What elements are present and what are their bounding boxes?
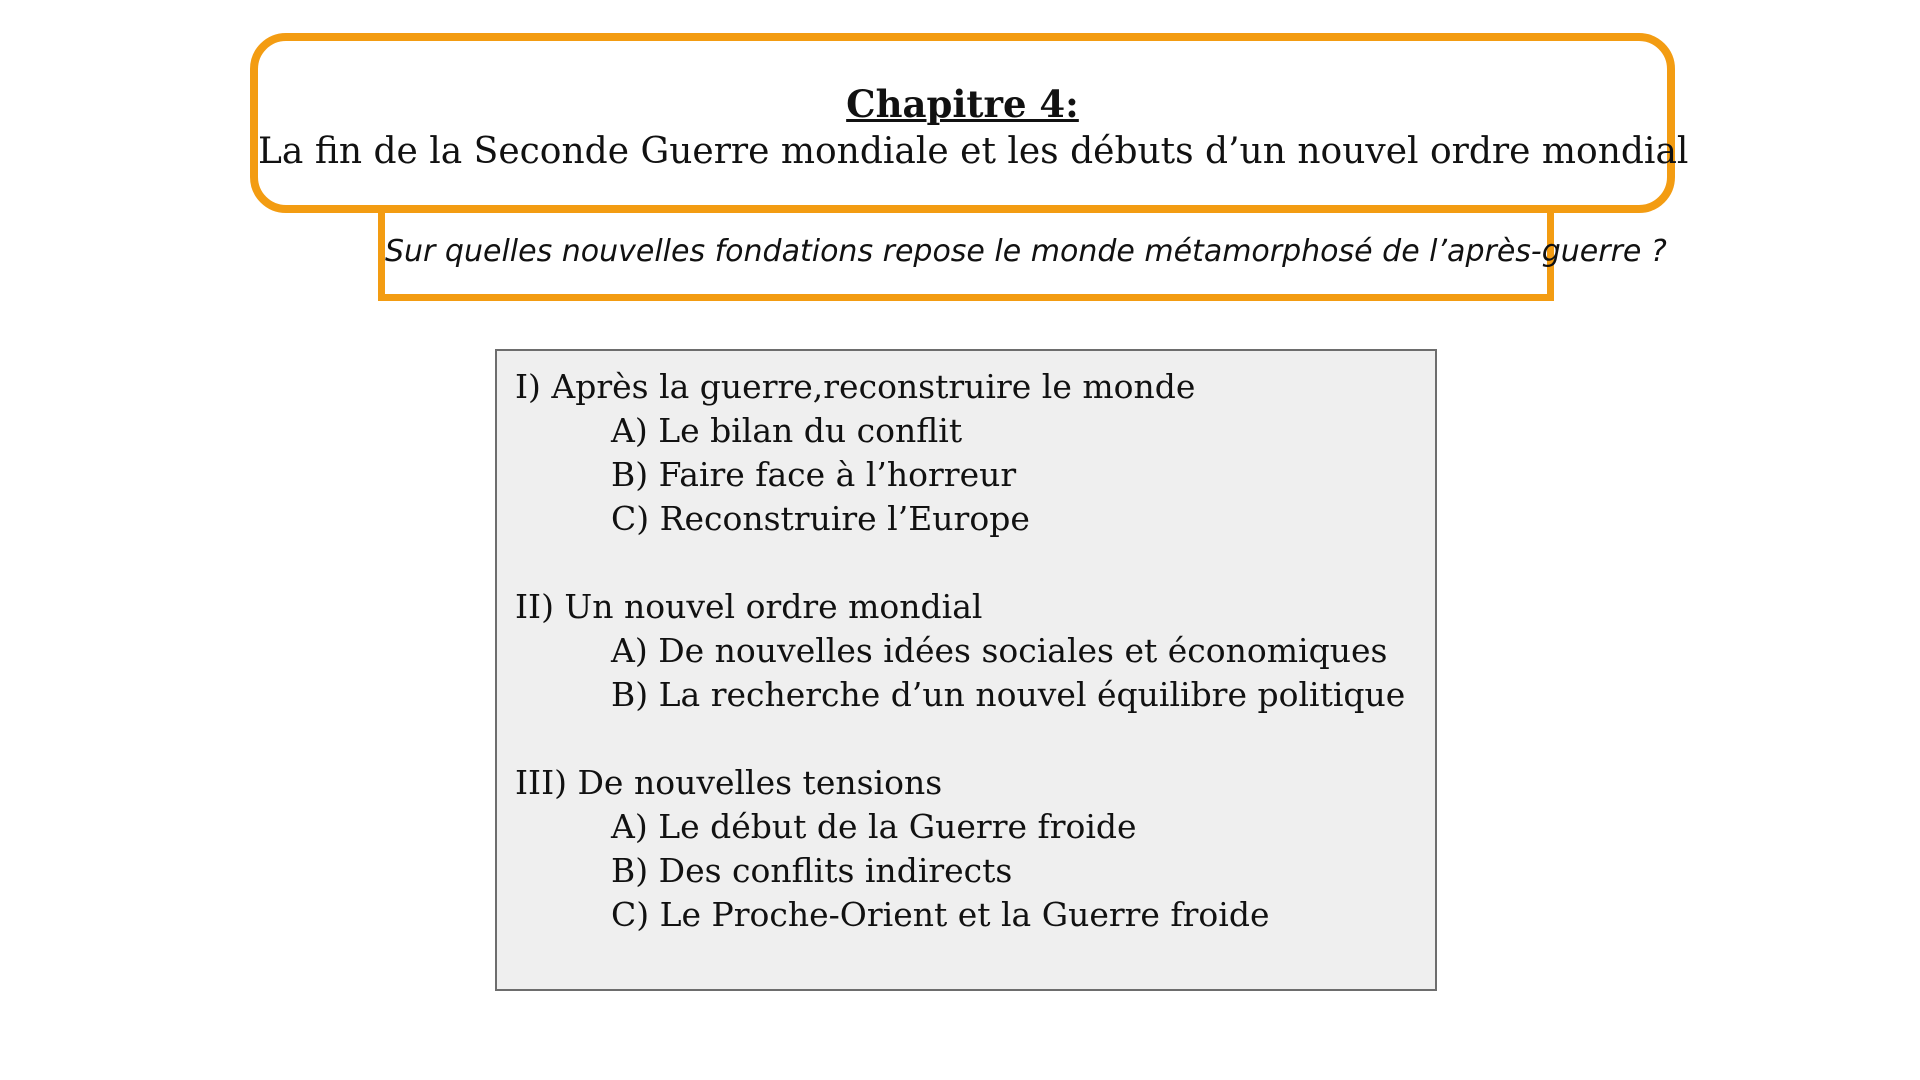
section-title: II) Un nouvel ordre mondial (515, 587, 983, 626)
chapter-title: La fin de la Seconde Guerre mondiale et les débuts d’un nouvel ordre mondial (258, 131, 1689, 172)
sub-item: A) Le bilan du conflit (611, 411, 963, 450)
sub-item: A) Le début de la Guerre froide (611, 807, 1137, 846)
plan-section-3 (515, 761, 1435, 937)
sub-item: C) Le Proche-Orient et la Guerre froide (611, 895, 1270, 934)
sub-item: B) Des conflits indirects (611, 851, 1013, 890)
sub-item: A) De nouvelles idées sociales et économiques (611, 631, 1388, 670)
section-title: III) De nouvelles tensions (515, 763, 943, 802)
sub-item: B) Faire face à l’horreur (611, 455, 1017, 494)
plan-section-2 (515, 585, 1435, 717)
plan-section-1 (515, 365, 1435, 541)
sub-item: B) La recherche d’un nouvel équilibre politique (611, 675, 1406, 714)
problem-question: Sur quelles nouvelles fondations repose le monde métamorphosé de l’après-guerre ? (385, 234, 1667, 269)
chapter-title-box (250, 33, 1689, 213)
section-title: I) Après la guerre,reconstruire le monde (515, 367, 1196, 406)
problem-question-box (378, 210, 1667, 301)
chapter-plan (495, 349, 1437, 991)
sub-item: C) Reconstruire l’Europe (611, 499, 1030, 538)
chapter-heading: Chapitre 4: (846, 82, 1079, 126)
